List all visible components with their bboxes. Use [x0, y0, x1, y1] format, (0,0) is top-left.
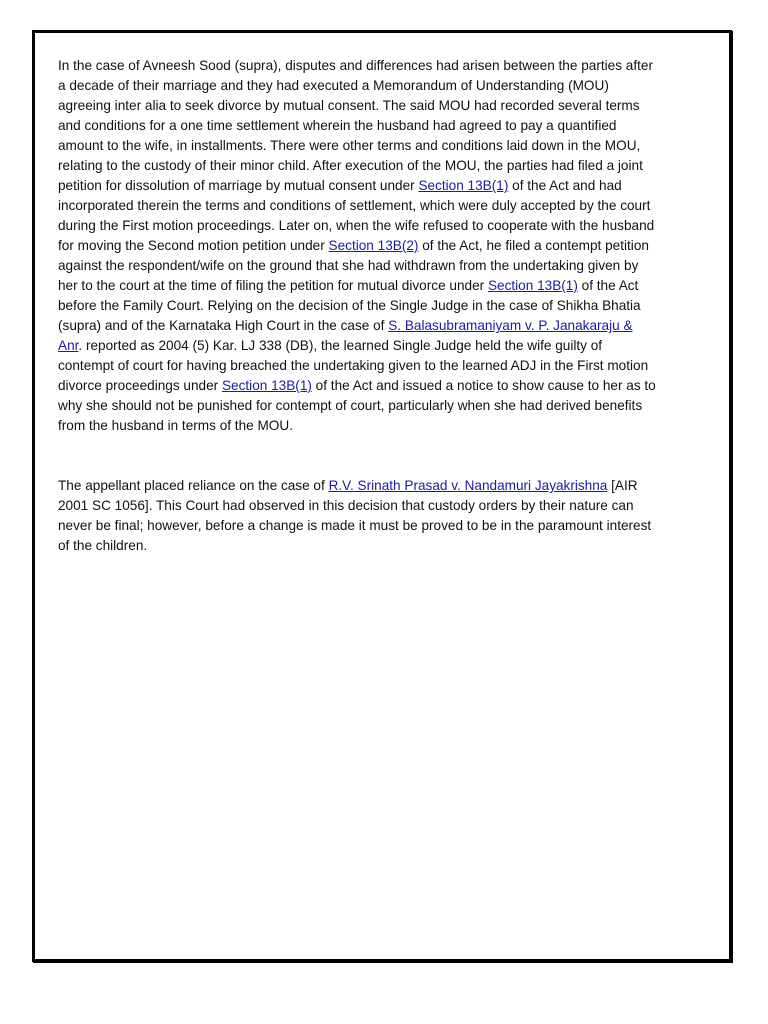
link-section-13b1[interactable]: Section 13B(1)	[221, 378, 312, 393]
text-segment: of the Act before the Family Court. Relying on the decision of the Single Judge in the case of Shikha Bhatia (supra) and of the Karnataka High Court in the case of	[58, 278, 641, 333]
link-section-13b1[interactable]: Section 13B(1)	[418, 178, 509, 193]
document-body	[58, 56, 658, 556]
paragraph-avneesh-sood	[58, 56, 658, 436]
paragraph-srinath-prasad	[58, 476, 658, 556]
text-segment: of the Act, he filed a contempt petition against the respondent/wife on the ground that she had withdrawn from the undertaking given by her to the court at the time of filing the petition for mutual divorce under	[58, 238, 649, 293]
link-section-13b1[interactable]: Section 13B(1)	[487, 278, 578, 293]
link-srinath-prasad-case[interactable]: R.V. Srinath Prasad v. Nandamuri Jayakrishna	[328, 478, 608, 493]
text-segment: The appellant placed reliance on the case of	[58, 478, 329, 493]
text-segment: of the Act and issued a notice to show cause to her as to why she should not be punished for contempt of court, particularly when she had derived benefits from the husband in terms of the MOU.	[58, 378, 656, 433]
text-segment: In the case of Avneesh Sood (supra), disputes and differences had arisen between the parties after a decade of their marriage and they had executed a Memorandum of Understanding (MOU) agreeing inter alia to seek divorce by mutual consent. The said MOU had recorded several terms and conditions for a one time settlement wherein the husband had agreed to pay a quantified amount to the wife, in installments. There were other terms and conditions laid down in the MOU, relating to the custody of their minor child. After execution of the MOU, the parties had filed a joint petition for dissolution of marriage by mutual consent under	[58, 58, 653, 193]
text-segment: [AIR 2001 SC 1056]. This Court had observed in this decision that custody orders by their nature can never be final; however, before a change is made it must be proved to be in the paramount interest of the children.	[58, 478, 652, 553]
link-section-13b2[interactable]: Section 13B(2)	[328, 238, 419, 253]
text-segment: . reported as 2004 (5) Kar. LJ 338 (DB), the learned Single Judge held the wife guilty of contempt of court for having breached the undertaking given to the learned ADJ in the First motion divorce proceedings under	[58, 338, 649, 393]
text-segment: of the Act and had incorporated therein the terms and conditions of settlement, which were duly accepted by the court during the First motion proceedings. Later on, when the wife refused to cooperate with the husband for moving the Second motion petition under	[58, 178, 655, 253]
link-balasubramaniyam-case[interactable]: S. Balasubramaniyam v. P. Janakaraju & Anr	[58, 318, 633, 353]
